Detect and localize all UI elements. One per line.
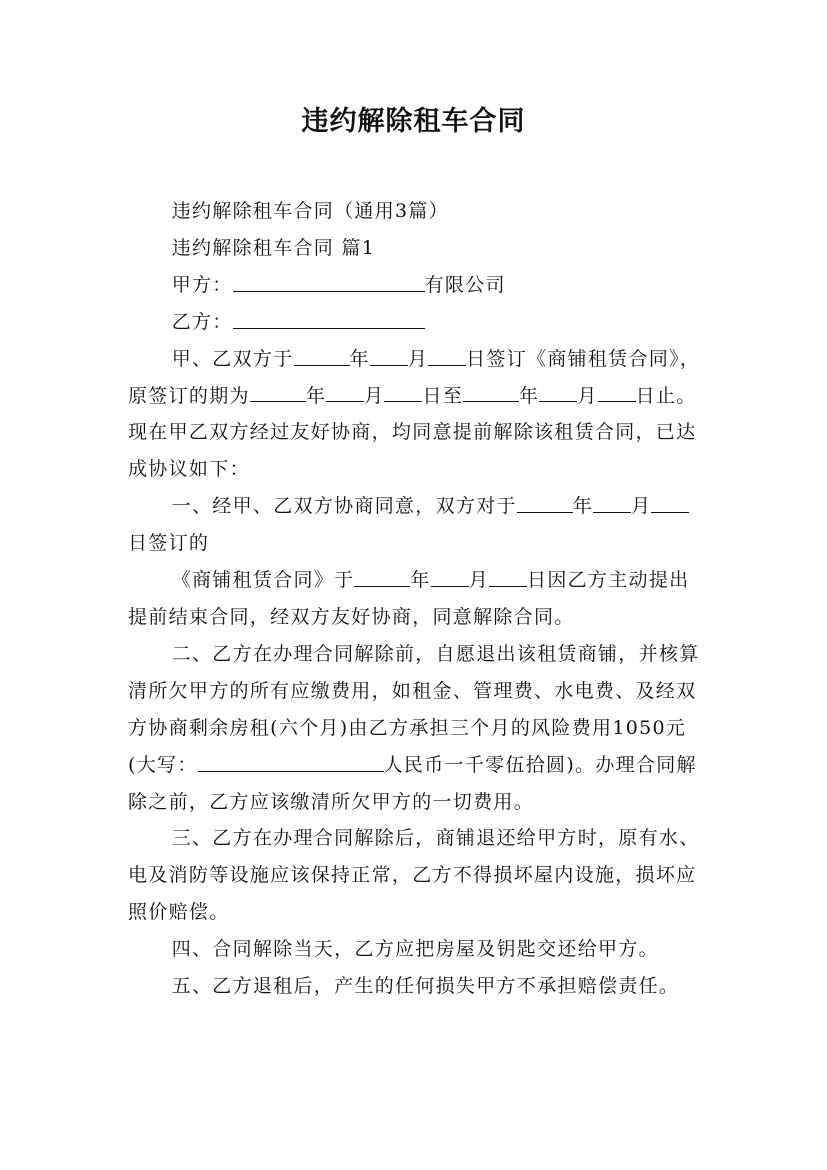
party-b-line (128, 304, 708, 341)
day-blank (598, 382, 636, 402)
year-blank (294, 346, 350, 366)
para-text: 一、经甲、乙双方协商同意，双方对于 (171, 495, 517, 518)
para-text: 月 (468, 569, 490, 592)
para-text: 甲、乙双方于 (171, 347, 294, 370)
paragraph-clause-1-cont (128, 562, 708, 636)
month-blank (431, 567, 469, 587)
paragraph-clause-2 (128, 636, 708, 821)
day-blank (489, 567, 527, 587)
para-text: 年 (572, 495, 594, 518)
paragraph-intro (128, 341, 708, 489)
amount-words-blank (198, 752, 384, 772)
month-blank (370, 346, 408, 366)
para-text: 月 (407, 347, 429, 370)
section-heading: 违约解除租车合同 篇1 (171, 236, 376, 259)
month-blank (326, 382, 364, 402)
year-blank (463, 382, 519, 402)
year-blank (354, 567, 410, 587)
para-text: 人民币一千零伍拾圆)。办理合同解除之前，乙方应该缴清所欠甲方的一切费用。 (128, 753, 697, 813)
paragraph-clause-1 (128, 488, 708, 562)
para-text: 二、乙方在办理合同解除前，自愿退出该租赁商铺，并核算清所欠甲方的所有应缴费用，如租金、管理费、水电费、及经双方协商剩余房租(六个月)由乙方承担三个月的风险费用1050元(大写： (128, 642, 700, 776)
paragraph-clause-3: 三、乙方在办理合同解除后，商铺退还给甲方时，原有水、电及消防等设施应该保持正常，乙方不得损坏屋内设施，损坏应照价赔偿。 (128, 827, 700, 924)
day-blank (428, 346, 466, 366)
document-body (128, 193, 708, 1005)
party-a-label: 甲方： (171, 273, 233, 296)
document-subtitle: 违约解除租车合同（通用3篇） (171, 200, 449, 222)
document-title: 违约解除租车合同 (301, 106, 526, 137)
paragraph-clause-4: 四、合同解除当天，乙方应把房屋及钥匙交还给甲方。 (171, 938, 659, 961)
para-text: 月 (577, 384, 598, 407)
para-text: 日签订的 (128, 532, 210, 555)
para-text: 日签订《商铺租赁合同》，原签订的期为 (128, 347, 701, 407)
party-a-name-blank (233, 272, 425, 292)
para-text: 日至 (422, 384, 464, 407)
para-text: 《商铺租赁合同》于 (171, 569, 355, 592)
para-text: 日因乙方主动提出提前结束合同，经双方友好协商，同意解除合同。 (128, 569, 690, 628)
para-text: 年 (410, 569, 431, 592)
party-b-name-blank (233, 309, 425, 329)
para-text: 月 (631, 495, 652, 518)
month-blank (539, 382, 577, 402)
para-text: 月 (364, 384, 385, 407)
year-blank (517, 493, 573, 513)
para-text: 年 (519, 384, 540, 407)
year-blank (250, 382, 306, 402)
party-a-suffix: 有限公司 (424, 273, 506, 296)
para-text: 年 (305, 384, 327, 407)
party-a-line (128, 267, 708, 304)
para-text: 年 (349, 347, 370, 370)
party-b-label: 乙方： (171, 310, 233, 333)
paragraph-clause-5: 五、乙方退租后，产生的任何损失甲方不承担赔偿责任。 (171, 975, 680, 998)
month-blank (593, 493, 631, 513)
day-blank (651, 493, 689, 513)
day-blank (384, 382, 422, 402)
para-text: 日止。现在甲乙双方经过友好协商，均同意提前解除该租赁合同，已达成协议如下： (128, 384, 697, 481)
